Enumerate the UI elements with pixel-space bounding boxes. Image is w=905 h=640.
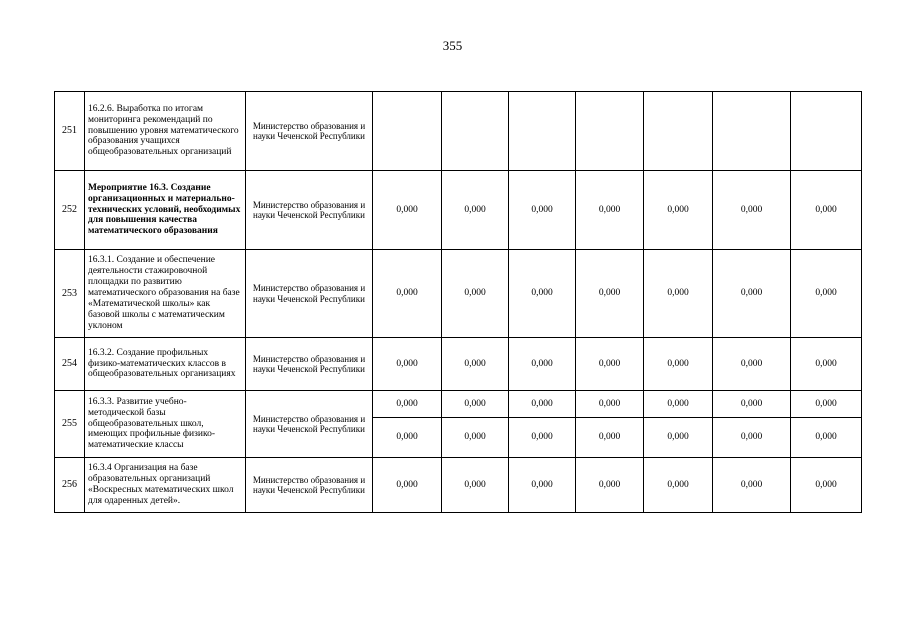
value-cell: 0,000 [791,391,862,418]
row-number: 252 [55,171,85,250]
responsible-org: Министерство образования и науки Чеченской Республики [246,458,373,513]
value-cell: 0,000 [576,418,644,458]
value-cell: 0,000 [442,171,509,250]
value-cell: 0,000 [509,391,576,418]
table-row [55,92,862,171]
value-cell [442,92,509,171]
row-number: 251 [55,92,85,171]
value-cell: 0,000 [576,338,644,391]
value-cell [373,92,442,171]
row-number: 255 [55,391,85,458]
value-cell: 0,000 [644,391,713,418]
value-cell: 0,000 [373,250,442,338]
row-number: 256 [55,458,85,513]
value-cell: 0,000 [373,338,442,391]
value-cell: 0,000 [509,418,576,458]
activity-name: 16.3.2. Создание профильных физико-математических классов в общеобразовательных организациях [85,338,246,391]
responsible-org: Министерство образования и науки Чеченской Республики [246,92,373,171]
value-cell: 0,000 [576,458,644,513]
activity-name: 16.3.3. Развитие учебно-методической базы общеобразовательных школ, имеющих профильные физико-математические классы [85,391,246,458]
page-number: 355 [442,38,463,53]
value-cell: 0,000 [791,171,862,250]
program-table [54,91,862,513]
value-cell: 0,000 [644,458,713,513]
value-cell: 0,000 [373,418,442,458]
value-cell [509,92,576,171]
table-row [55,250,862,338]
value-cell: 0,000 [791,418,862,458]
value-cell: 0,000 [442,338,509,391]
value-cell: 0,000 [644,171,713,250]
value-cell: 0,000 [373,171,442,250]
value-cell [576,92,644,171]
responsible-org: Министерство образования и науки Чеченской Республики [246,250,373,338]
value-cell: 0,000 [373,391,442,418]
table-row [55,338,862,391]
value-cell: 0,000 [713,391,791,418]
value-cell: 0,000 [509,171,576,250]
value-cell: 0,000 [442,458,509,513]
value-cell [644,92,713,171]
activity-name: 16.3.4 Организация на базе образовательных организаций «Воскресных математических школ для одаренных детей». [85,458,246,513]
value-cell [713,92,791,171]
value-cell: 0,000 [509,458,576,513]
activity-name: 16.3.1. Создание и обеспечение деятельности стажировочной площадки по развитию математического образования на базе «Математической школы» как базовой школы с математическим уклоном [85,250,246,338]
responsible-org: Министерство образования и науки Чеченской Республики [246,391,373,458]
table-row [55,391,862,418]
table-row [55,171,862,250]
row-number: 254 [55,338,85,391]
responsible-org: Министерство образования и науки Чеченской Республики [246,171,373,250]
row-number: 253 [55,250,85,338]
value-cell: 0,000 [509,250,576,338]
value-cell: 0,000 [791,458,862,513]
value-cell: 0,000 [791,250,862,338]
responsible-org: Министерство образования и науки Чеченской Республики [246,338,373,391]
value-cell: 0,000 [644,250,713,338]
value-cell: 0,000 [576,171,644,250]
value-cell: 0,000 [644,418,713,458]
value-cell: 0,000 [442,391,509,418]
value-cell: 0,000 [713,250,791,338]
value-cell: 0,000 [644,338,713,391]
activity-name: Мероприятие 16.3. Создание организационных и материально-технических условий, необходимых для повышения качества математического образования [85,171,246,250]
value-cell: 0,000 [576,250,644,338]
value-cell: 0,000 [373,458,442,513]
value-cell: 0,000 [442,250,509,338]
value-cell: 0,000 [713,171,791,250]
activity-name: 16.2.6. Выработка по итогам мониторинга рекомендаций по повышению уровня математического образования учащихся общеобразовательных организаций [85,92,246,171]
table-row [55,458,862,513]
value-cell [791,92,862,171]
value-cell: 0,000 [791,338,862,391]
value-cell: 0,000 [442,418,509,458]
value-cell: 0,000 [713,418,791,458]
value-cell: 0,000 [713,338,791,391]
value-cell: 0,000 [713,458,791,513]
value-cell: 0,000 [576,391,644,418]
value-cell: 0,000 [509,338,576,391]
